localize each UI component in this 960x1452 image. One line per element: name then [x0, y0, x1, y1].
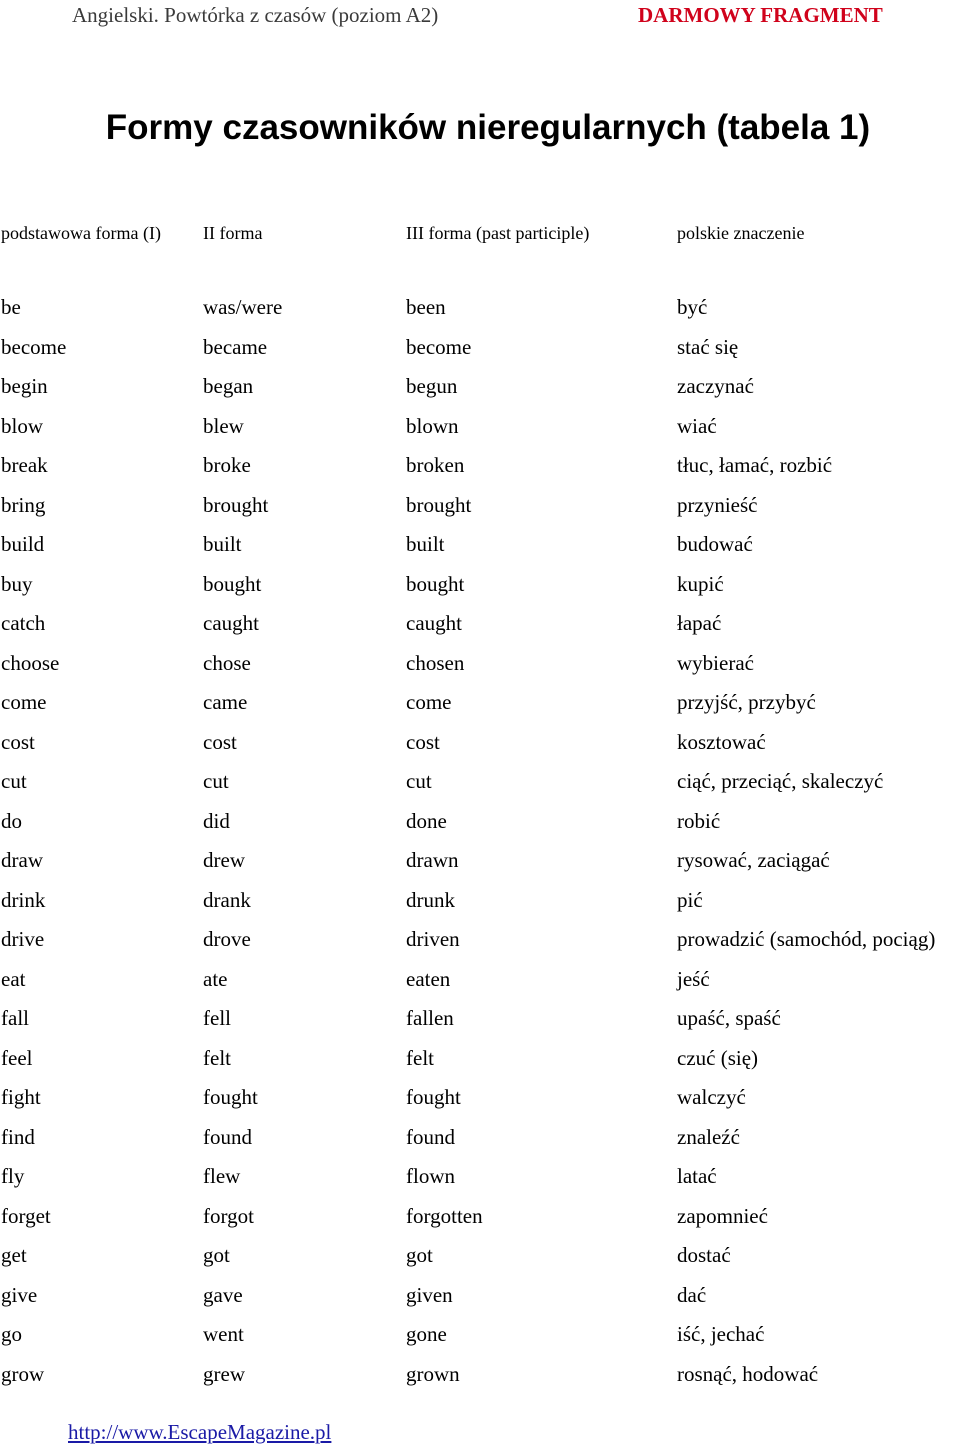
polish-meaning-cell: znaleźć: [677, 1124, 740, 1149]
past-participle-cell: begun: [406, 374, 458, 398]
polish-meaning-cell: latać: [677, 1164, 717, 1188]
polish-meaning-cell: dać: [677, 1282, 707, 1307]
base-form-cell: drink: [1, 887, 46, 912]
second-form-cell: drew: [203, 848, 245, 872]
table-row: [0, 1159, 960, 1199]
table-row: [0, 843, 960, 883]
base-form-cell: find: [1, 1124, 35, 1149]
base-form-cell: go: [1, 1322, 22, 1346]
base-form-cell: grow: [1, 1361, 45, 1386]
polish-meaning-cell: upaść, spaść: [677, 1006, 781, 1030]
polish-meaning-cell: wybierać: [677, 650, 754, 675]
column-header-polish-meaning: polskie znaczenie: [677, 223, 805, 243]
second-form-cell: was/were: [203, 295, 283, 319]
table-row: [0, 1041, 960, 1081]
second-form-cell: blew: [203, 413, 244, 438]
past-participle-cell: felt: [406, 1045, 434, 1070]
past-participle-cell: got: [406, 1243, 433, 1267]
second-form-cell: bought: [203, 571, 262, 596]
table-row: [0, 883, 960, 923]
polish-meaning-cell: rosnąć, hodować: [677, 1361, 819, 1386]
second-form-cell: ate: [203, 966, 228, 991]
base-form-cell: blow: [1, 413, 43, 438]
past-participle-cell: found: [406, 1124, 455, 1149]
base-form-cell: feel: [1, 1045, 33, 1070]
base-form-cell: forget: [1, 1203, 51, 1228]
table-row: [0, 1001, 960, 1041]
past-participle-cell: eaten: [406, 966, 451, 991]
past-participle-cell: chosen: [406, 650, 465, 675]
table-row: [0, 962, 960, 1002]
polish-meaning-cell: iść, jechać: [677, 1322, 765, 1346]
base-form-cell: cut: [1, 769, 27, 793]
base-form-cell: bring: [1, 492, 46, 517]
polish-meaning-cell: walczyć: [677, 1085, 746, 1109]
polish-meaning-cell: stać się: [677, 334, 739, 359]
past-participle-cell: caught: [406, 611, 462, 635]
second-form-cell: did: [203, 808, 230, 833]
column-header-second-form: II forma: [203, 223, 263, 243]
base-form-cell: choose: [1, 650, 60, 675]
polish-meaning-cell: robić: [677, 808, 721, 833]
page-title: Formy czasowników nieregularnych (tabela 1): [105, 108, 871, 147]
table-row: [0, 567, 960, 607]
second-form-cell: chose: [203, 650, 251, 675]
column-header-base-form: podstawowa forma (I): [1, 223, 161, 243]
past-participle-cell: given: [406, 1282, 453, 1307]
second-form-cell: drove: [203, 927, 251, 951]
polish-meaning-cell: budować: [677, 532, 753, 556]
second-form-cell: began: [203, 374, 254, 398]
table-row: [0, 488, 960, 528]
base-form-cell: get: [1, 1243, 27, 1267]
past-participle-cell: broken: [406, 453, 465, 477]
base-form-cell: break: [1, 453, 48, 477]
past-participle-cell: brought: [406, 492, 472, 517]
table-row: [0, 764, 960, 804]
polish-meaning-cell: łapać: [677, 611, 722, 635]
column-header-past-participle: III forma (past participle): [406, 223, 590, 243]
base-form-cell: give: [1, 1282, 38, 1307]
polish-meaning-cell: prowadzić (samochód, pociąg): [677, 927, 936, 951]
polish-meaning-cell: być: [677, 295, 708, 319]
past-participle-cell: flown: [406, 1164, 455, 1188]
second-form-cell: brought: [203, 492, 269, 517]
table-row: [0, 1278, 960, 1318]
table-row: [0, 1357, 960, 1397]
polish-meaning-cell: przynieść: [677, 492, 758, 517]
table-row: [0, 725, 960, 765]
polish-meaning-cell: dostać: [677, 1243, 731, 1267]
table-row: [0, 448, 960, 488]
base-form-cell: buy: [1, 571, 33, 596]
base-form-cell: fall: [1, 1006, 29, 1030]
past-participle-cell: built: [406, 532, 445, 556]
past-participle-cell: been: [406, 295, 446, 319]
table-row: [0, 1238, 960, 1278]
second-form-cell: cut: [203, 769, 229, 793]
second-form-cell: flew: [203, 1164, 241, 1188]
past-participle-cell: drawn: [406, 848, 459, 872]
second-form-cell: grew: [203, 1361, 245, 1386]
second-form-cell: got: [203, 1243, 230, 1267]
past-participle-cell: fallen: [406, 1006, 454, 1030]
past-participle-cell: done: [406, 808, 447, 833]
past-participle-cell: come: [406, 690, 452, 714]
past-participle-cell: blown: [406, 413, 459, 438]
table-row: [0, 646, 960, 686]
table-row: [0, 1080, 960, 1120]
second-form-cell: forgot: [203, 1203, 254, 1228]
base-form-cell: drive: [1, 927, 45, 951]
past-participle-cell: drunk: [406, 887, 455, 912]
second-form-cell: cost: [203, 729, 237, 754]
second-form-cell: came: [203, 690, 248, 714]
second-form-cell: drank: [203, 887, 251, 912]
past-participle-cell: cut: [406, 769, 432, 793]
table-row: [0, 369, 960, 409]
polish-meaning-cell: zaczynać: [677, 374, 754, 398]
second-form-cell: became: [203, 334, 268, 359]
table-row: [0, 804, 960, 844]
base-form-cell: cost: [1, 729, 35, 754]
past-participle-cell: fought: [406, 1085, 461, 1109]
polish-meaning-cell: tłuc, łamać, rozbić: [677, 453, 833, 477]
polish-meaning-cell: pić: [677, 887, 703, 912]
footer-website-link[interactable]: http://www.EscapeMagazine.pl: [68, 1420, 332, 1444]
polish-meaning-cell: rysować, zaciągać: [677, 848, 830, 872]
second-form-cell: found: [203, 1124, 252, 1149]
table-row: [0, 922, 960, 962]
base-form-cell: fly: [1, 1164, 25, 1188]
header-book-title: Angielski. Powtórka z czasów (poziom A2): [72, 3, 439, 27]
polish-meaning-cell: czuć (się): [677, 1045, 759, 1070]
table-row: [0, 685, 960, 725]
past-participle-cell: bought: [406, 571, 465, 596]
base-form-cell: become: [1, 334, 67, 359]
table-row: [0, 290, 960, 330]
polish-meaning-cell: kupić: [677, 571, 724, 596]
base-form-cell: fight: [1, 1085, 41, 1109]
polish-meaning-cell: jeść: [677, 966, 710, 991]
base-form-cell: begin: [1, 374, 48, 398]
polish-meaning-cell: ciąć, przeciąć, skaleczyć: [677, 769, 884, 793]
table-row: [0, 527, 960, 567]
second-form-cell: fought: [203, 1085, 258, 1109]
base-form-cell: eat: [1, 966, 26, 991]
past-participle-cell: driven: [406, 927, 460, 951]
second-form-cell: caught: [203, 611, 259, 635]
second-form-cell: fell: [203, 1006, 231, 1030]
past-participle-cell: grown: [406, 1361, 460, 1386]
polish-meaning-cell: kosztować: [677, 729, 766, 754]
irregular-verbs-table: [0, 290, 960, 1396]
base-form-cell: draw: [1, 848, 43, 872]
past-participle-cell: cost: [406, 729, 440, 754]
second-form-cell: went: [203, 1322, 244, 1346]
base-form-cell: be: [1, 295, 21, 319]
past-participle-cell: forgotten: [406, 1203, 483, 1228]
table-row: [0, 330, 960, 370]
table-row: [0, 606, 960, 646]
table-row: [0, 1199, 960, 1239]
polish-meaning-cell: przyjść, przybyć: [677, 690, 816, 714]
table-row: [0, 409, 960, 449]
past-participle-cell: become: [406, 334, 472, 359]
polish-meaning-cell: zapomnieć: [677, 1203, 768, 1228]
polish-meaning-cell: wiać: [677, 413, 717, 438]
second-form-cell: broke: [203, 453, 251, 477]
base-form-cell: build: [1, 532, 45, 556]
second-form-cell: felt: [203, 1045, 231, 1070]
base-form-cell: do: [1, 808, 22, 833]
second-form-cell: gave: [203, 1282, 243, 1307]
table-row: [0, 1120, 960, 1160]
base-form-cell: catch: [1, 611, 46, 635]
header-free-fragment-label: DARMOWY FRAGMENT: [638, 3, 883, 27]
table-row: [0, 1317, 960, 1357]
second-form-cell: built: [203, 532, 242, 556]
past-participle-cell: gone: [406, 1322, 447, 1346]
base-form-cell: come: [1, 690, 47, 714]
